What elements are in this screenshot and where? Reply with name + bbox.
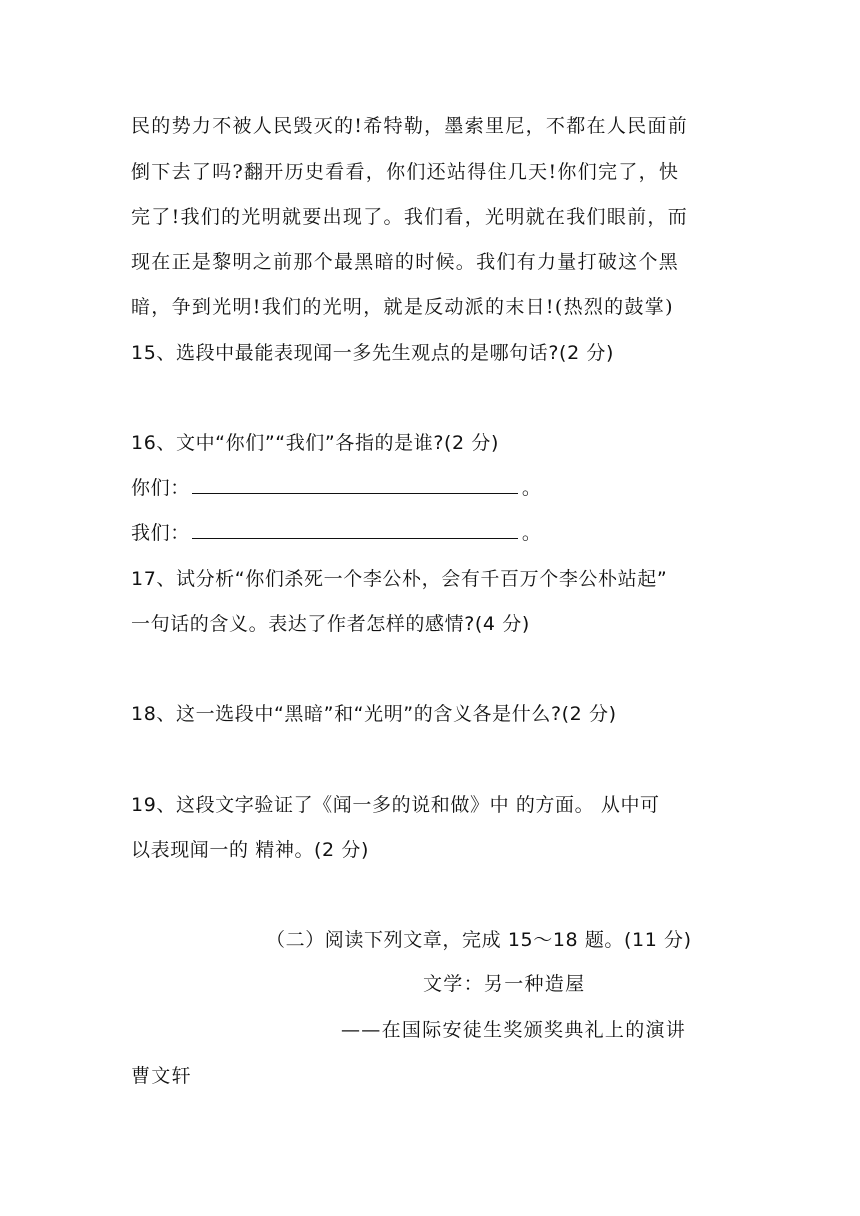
question-19-line2: 以表现闻一的 精神。(2 分)	[131, 839, 369, 861]
question-17-line2: 一句话的含义。表达了作者怎样的感情?(4 分)	[131, 613, 530, 635]
question-16: 16、文中“你们”“我们”各指的是谁?(2 分)	[131, 432, 499, 454]
article-subtitle: ——在国际安徒生奖颁奖典礼上的演讲	[341, 1019, 687, 1041]
passage-line: 暗，争到光明!我们的光明，就是反动派的末日!(热烈的鼓掌)	[131, 296, 674, 318]
answer-line-you	[131, 476, 541, 500]
passage-line: 完了!我们的光明就要出现了。我们看，光明就在我们眼前，而	[131, 206, 689, 228]
answer-blank-you[interactable]	[192, 477, 518, 494]
article-author: 曹文轩	[131, 1065, 192, 1087]
question-17-line1: 17、试分析“你们杀死一个李公朴，会有千百万个李公朴站起”	[131, 568, 668, 590]
you-label: 你们：	[131, 477, 190, 499]
passage-line: 现在正是黎明之前那个最黑暗的时候。我们有力量打破这个黑	[131, 251, 680, 273]
passage-line: 倒下去了吗?翻开历史看看，你们还站得住几天!你们完了，快	[131, 161, 680, 183]
question-18: 18、这一选段中“黑暗”和“光明”的含义各是什么?(2 分)	[131, 703, 617, 725]
period: 。	[521, 477, 542, 499]
question-15: 15、选段中最能表现闻一多先生观点的是哪句话?(2 分)	[131, 342, 615, 364]
we-label: 我们：	[131, 522, 190, 544]
passage-line: 民的势力不被人民毁灭的!希特勒，墨索里尼，不都在人民面前	[131, 115, 689, 137]
answer-line-we	[131, 521, 541, 545]
article-title: 文学：另一种造屋	[423, 973, 586, 995]
question-19-line1: 19、这段文字验证了《闻一多的说和做》中 的方面。 从中可	[131, 794, 660, 816]
section-heading: （二）阅读下列文章，完成 15～18 题。(11 分)	[266, 929, 692, 951]
answer-blank-we[interactable]	[192, 522, 518, 539]
period: 。	[521, 522, 542, 544]
